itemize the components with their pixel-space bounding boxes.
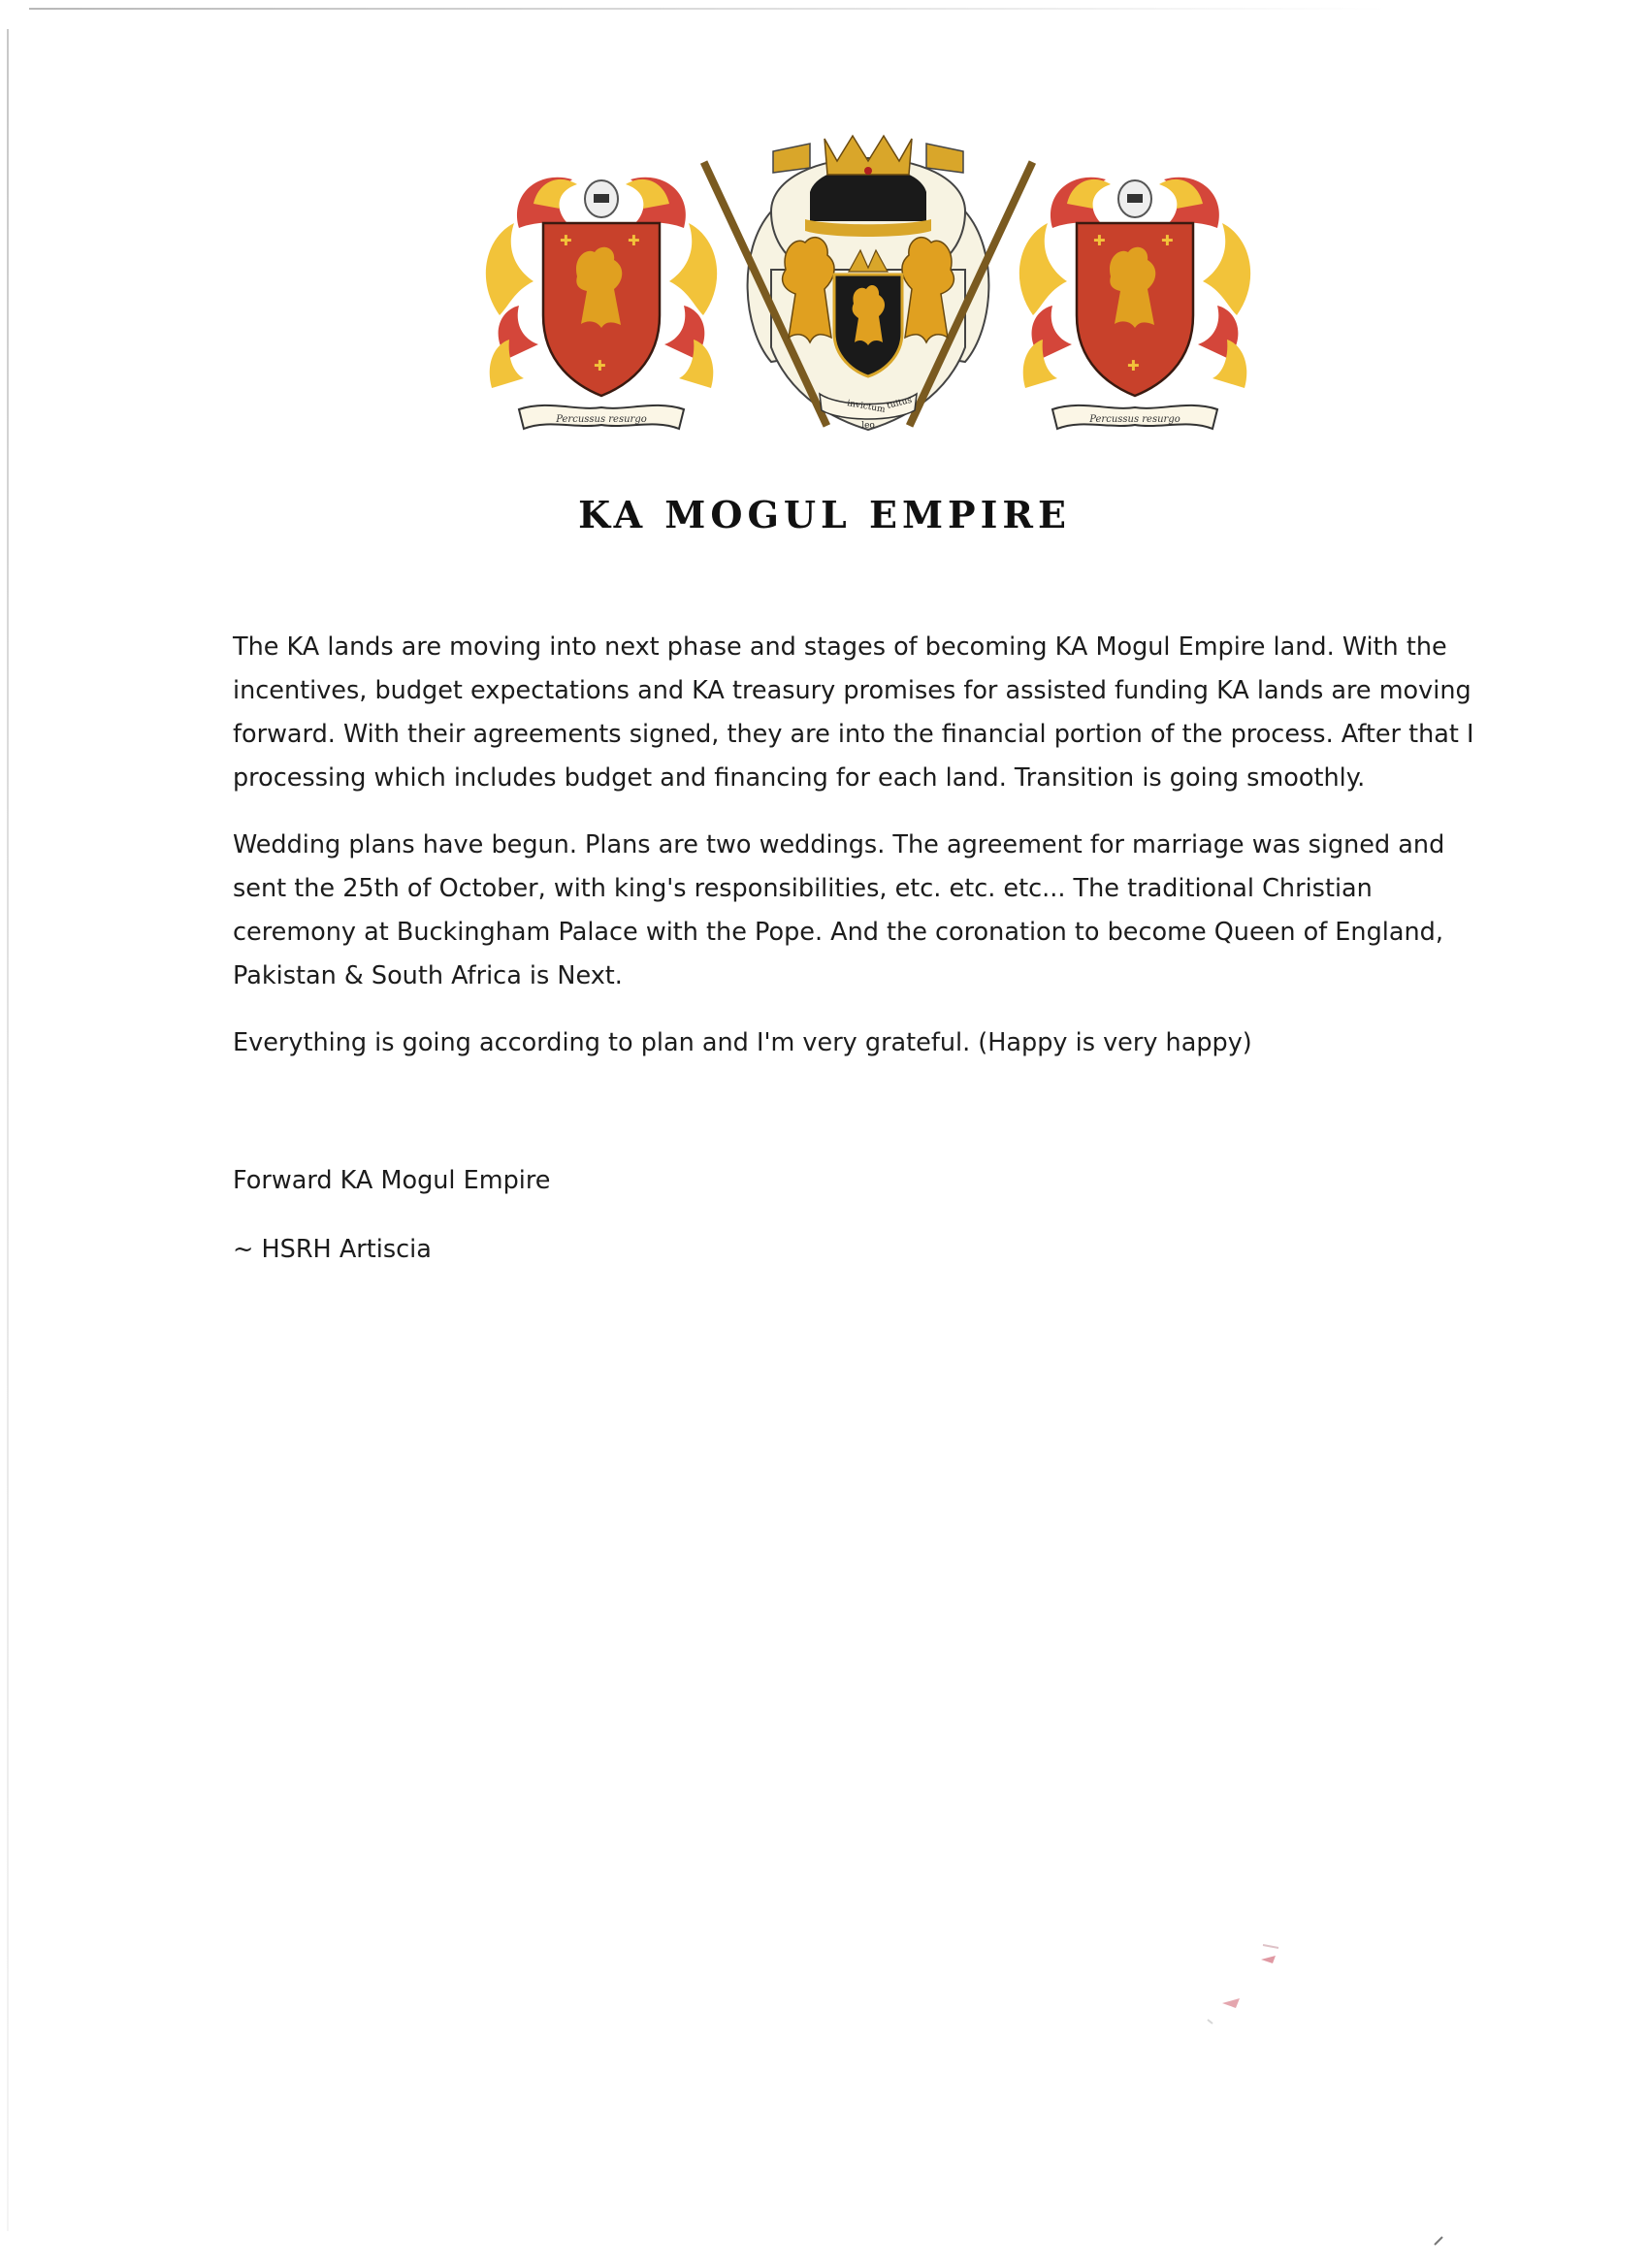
coat-of-arms-banner: [480, 134, 1256, 473]
center-motto-left: invictum: [846, 399, 887, 415]
scan-left-edge: [7, 29, 9, 2231]
document-title: KA MOGUL EMPIRE: [578, 493, 1071, 536]
center-motto-right: tuitus: [886, 395, 914, 411]
scan-speck: [1431, 2231, 1450, 2251]
stamp-residue: [1203, 1930, 1310, 2027]
central-coat-of-arms: [700, 136, 1036, 431]
letter-closing: [233, 1159, 550, 1297]
paragraph-transition: The KA lands are moving into next phase and stages of becoming KA Mogul Empire land. With the incentives, budget expectations and KA treasury promises for assisted funding KA lands are moving forward. With their agreements signed, they are into the financial portion of the process. After that I processing which includes budget and financing for each land. Transition is going smoothly.: [233, 632, 1474, 793]
left-scroll-motto: Percussus resurgo: [556, 414, 647, 425]
paragraph-gratitude: Everything is going according to plan and I'm very grateful. (Happy is very happy): [233, 1028, 1252, 1057]
signature-line: ~ HSRH Artiscia: [233, 1235, 432, 1264]
left-coat-of-arms: [486, 178, 717, 429]
letter-body: [233, 626, 1494, 1088]
right-coat-of-arms: [1019, 178, 1250, 429]
center-motto-bottom: leo: [861, 421, 875, 431]
scan-top-edge: [29, 8, 1387, 10]
closing-line: Forward KA Mogul Empire: [233, 1166, 551, 1195]
right-scroll-motto: Percussus resurgo: [1089, 414, 1180, 425]
paragraph-wedding: Wedding plans have begun. Plans are two weddings. The agreement for marriage was signed and sent the 25th of October, with king's responsibilities, etc. etc. etc... The traditional Christian ceremony at Buckingham Palace with the Pope. And the coronation to become Queen of England, Pakistan & South Africa is Next.: [233, 830, 1445, 990]
